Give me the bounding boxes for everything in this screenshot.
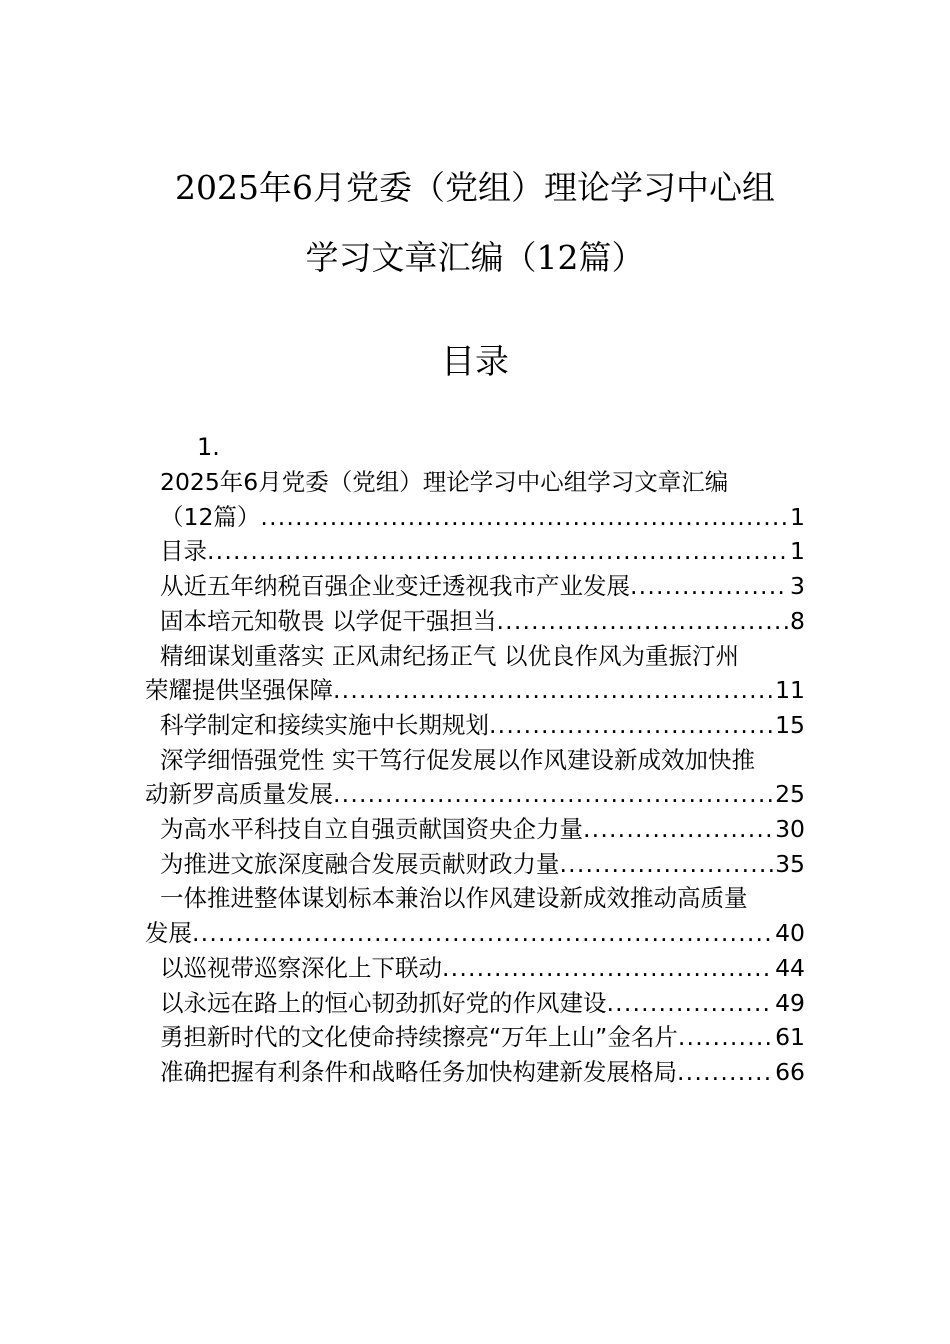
toc-leader-dots bbox=[442, 951, 773, 986]
toc-entry-page: 15 bbox=[775, 710, 805, 739]
toc-entry-page: 66 bbox=[775, 1057, 805, 1086]
toc-entry[interactable] bbox=[145, 465, 805, 534]
toc-leader-dots bbox=[630, 569, 788, 604]
toc-entry-title: 准确把握有利条件和战略任务加快构建新发展格局 bbox=[160, 1057, 677, 1086]
toc-leader-dots bbox=[207, 534, 788, 569]
toc-entry-title: 2025年6月党委（党组）理论学习中心组学习文章汇编 bbox=[160, 468, 729, 496]
toc-leader-dots bbox=[677, 1055, 773, 1090]
toc-leader-dots bbox=[260, 500, 788, 535]
toc-entry-title: 精细谋划重落实 正风肃纪扬正气 以优良作风为重振汀州 bbox=[160, 641, 739, 670]
toc-entry-title-continued: 荣耀提供坚强保障 bbox=[145, 676, 333, 705]
toc-entry-page: 61 bbox=[775, 1023, 805, 1052]
toc-entry-page: 8 bbox=[790, 606, 805, 635]
toc-entry-page: 30 bbox=[775, 815, 805, 844]
toc-leader-dots bbox=[607, 986, 774, 1021]
toc-entry-title: 从近五年纳税百强企业变迁透视我市产业发展 bbox=[160, 572, 630, 601]
toc-entry-page: 40 bbox=[775, 919, 805, 948]
toc-entry-title-continued: 发展 bbox=[145, 919, 192, 948]
list-number: 1. bbox=[197, 433, 220, 461]
toc-entry-page: 11 bbox=[775, 676, 805, 705]
toc-entry[interactable] bbox=[145, 951, 805, 986]
toc-entry[interactable] bbox=[145, 604, 805, 639]
toc-entry[interactable] bbox=[145, 1020, 805, 1055]
toc-entry-page: 44 bbox=[775, 953, 805, 982]
toc-entry-page: 1 bbox=[790, 537, 805, 566]
toc-entry-title: 固本培元知敬畏 以学促干强担当 bbox=[160, 606, 497, 635]
toc-entry-title-continued: 动新罗高质量发展 bbox=[145, 780, 333, 809]
toc-entry[interactable] bbox=[145, 743, 805, 812]
toc-leader-dots bbox=[560, 847, 774, 882]
toc-entry-title: 深学细悟强党性 实干笃行促发展以作风建设新成效加快推 bbox=[160, 745, 755, 774]
toc-leader-dots bbox=[192, 916, 773, 951]
toc-entry-title: 科学制定和接续实施中长期规划 bbox=[160, 710, 489, 739]
toc-entry[interactable] bbox=[145, 847, 805, 882]
toc-entry-title: 以巡视带巡察深化上下联动 bbox=[160, 953, 442, 982]
toc-heading: 目录 bbox=[441, 342, 509, 382]
toc-leader-dots bbox=[496, 604, 788, 639]
toc-entry[interactable] bbox=[145, 534, 805, 569]
toc-entry[interactable] bbox=[145, 881, 805, 950]
toc-entry-page: 35 bbox=[775, 849, 805, 878]
document-title-line-1: 2025年6月党委（党组）理论学习中心组 bbox=[175, 168, 775, 207]
table-of-contents bbox=[145, 465, 805, 1090]
toc-entry-title: 目录 bbox=[160, 537, 207, 566]
toc-entry[interactable] bbox=[145, 569, 805, 604]
toc-entry-title: 为推进文旅深度融合发展贡献财政力量 bbox=[160, 849, 560, 878]
toc-entry-page: 49 bbox=[775, 988, 805, 1017]
toc-entry-page: 1 bbox=[790, 502, 805, 531]
toc-entry[interactable] bbox=[145, 639, 805, 708]
document-title-line-2: 学习文章汇编（12篇） bbox=[305, 238, 645, 277]
toc-leader-dots bbox=[333, 777, 773, 812]
toc-entry[interactable] bbox=[145, 1055, 805, 1090]
toc-leader-dots bbox=[583, 812, 773, 847]
toc-entry[interactable] bbox=[145, 708, 805, 743]
toc-entry-title: 一体推进整体谋划标本兼治以作风建设新成效推动高质量 bbox=[160, 884, 748, 913]
toc-leader-dots bbox=[333, 673, 773, 708]
toc-entry[interactable] bbox=[145, 812, 805, 847]
toc-entry-title-continued: （12篇） bbox=[160, 502, 261, 531]
toc-entry-title: 勇担新时代的文化使命持续擦亮“万年上山”金名片 bbox=[160, 1023, 678, 1052]
toc-leader-dots bbox=[489, 708, 773, 743]
toc-entry[interactable] bbox=[145, 986, 805, 1021]
toc-entry-page: 25 bbox=[775, 780, 805, 809]
toc-entry-title: 为高水平科技自立自强贡献国资央企力量 bbox=[160, 815, 583, 844]
toc-leader-dots bbox=[678, 1020, 773, 1055]
toc-entry-page: 3 bbox=[790, 572, 805, 601]
toc-entry-title: 以永远在路上的恒心韧劲抓好党的作风建设 bbox=[160, 988, 607, 1017]
